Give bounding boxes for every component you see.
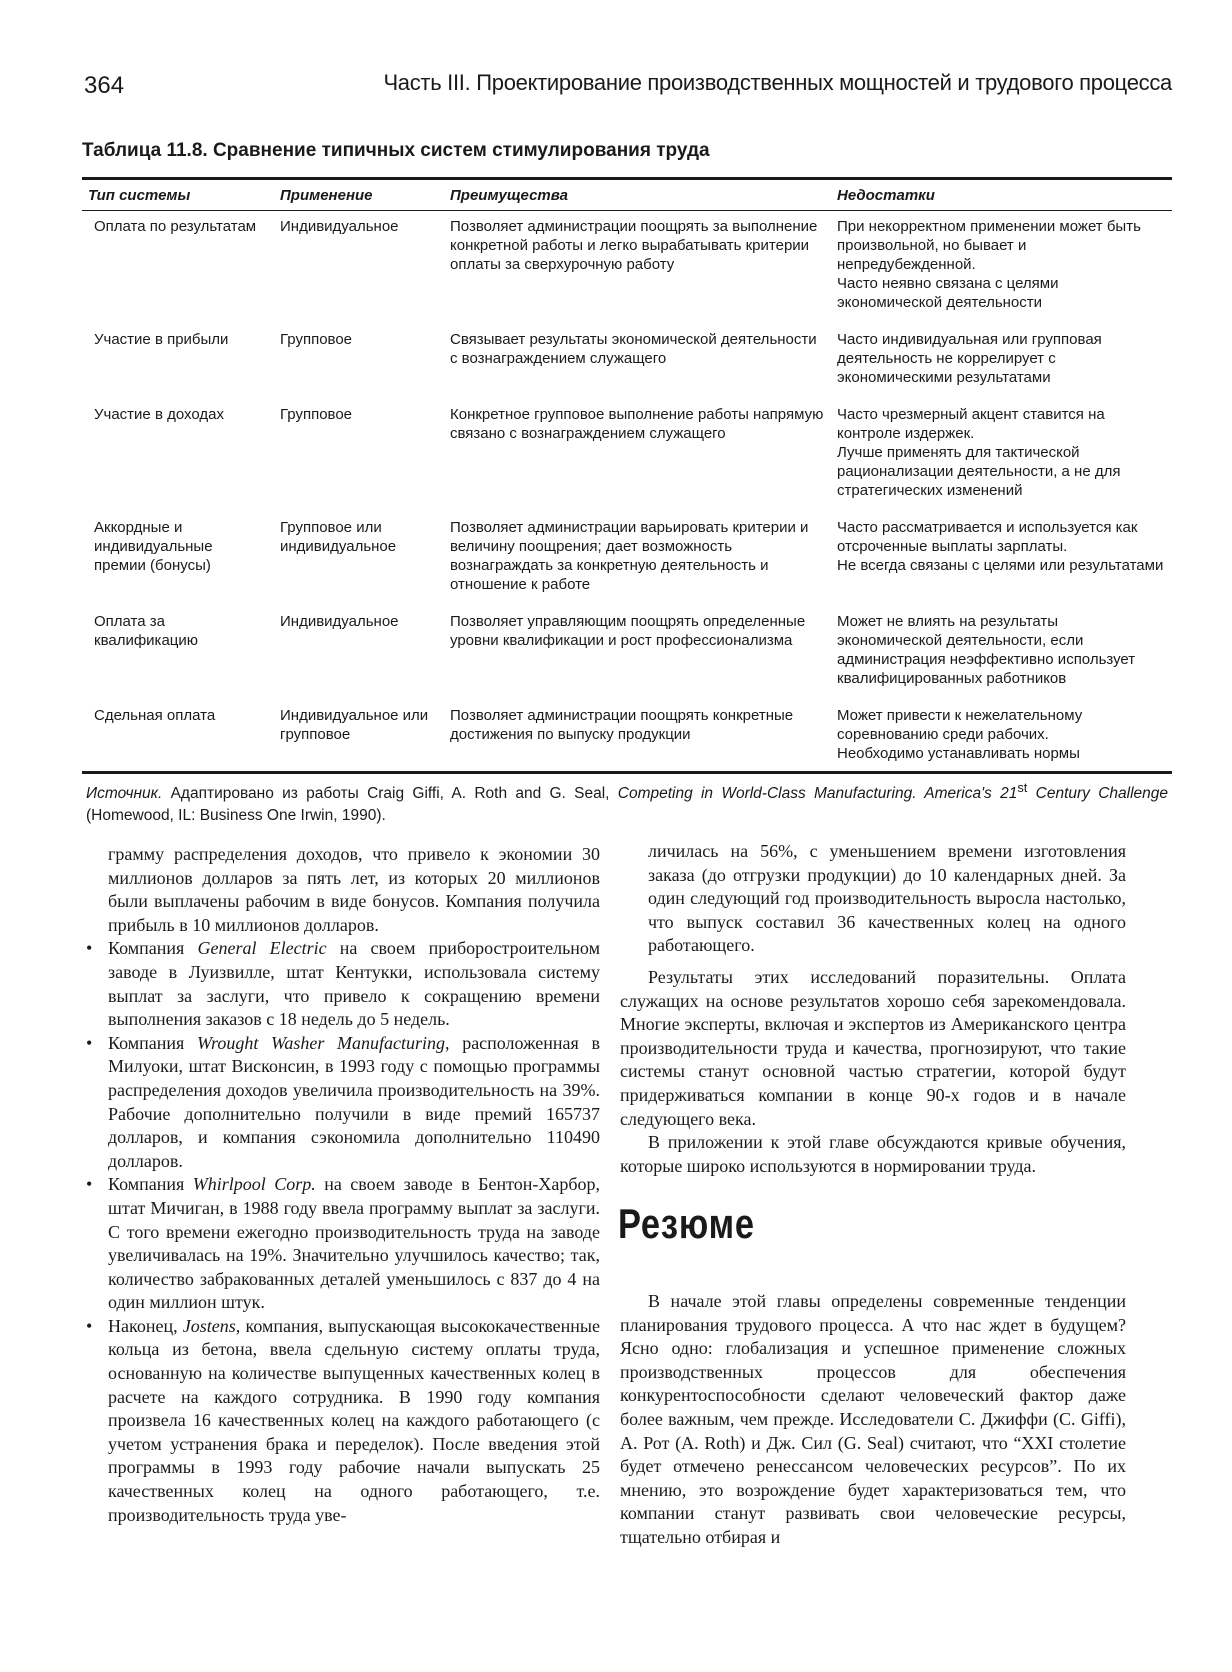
source-text: Адаптировано из работы Craig Giffi, A. Roth and G. Seal, <box>162 785 618 803</box>
cell-system-type: Оплата по результатам <box>94 218 257 235</box>
cell-application: Индивидуальное <box>280 218 399 235</box>
left-intro-paragraph: грамму распределения доходов, что привело к экономии 30 миллионов долларов за пять лет, из которых 20 миллионов были выплачены рабочим в виде бонусов. Компания получила прибыль в 10 миллионов долларов. <box>108 844 600 935</box>
cell-advantages: Позволяет управляющим поощрять определенные уровни квалификации и рост профессионализма <box>450 613 806 649</box>
table-caption: Таблица 11.8. Сравнение типичных систем стимулирования труда <box>82 140 710 161</box>
cell-system-type: Участие в прибыли <box>94 331 229 348</box>
cell-application: Групповое <box>280 406 353 423</box>
company-name: Jostens <box>182 1315 236 1336</box>
drawback-item: Необходимо устанавливать нормы <box>837 745 1080 762</box>
cell-drawbacks <box>831 399 1172 512</box>
cell-drawbacks <box>831 606 1172 700</box>
bullet-text: , компания, выпускающая высококачественные кольца из бетона, ввела сдельную систему оплаты труда, основанную на количестве выпущенных качественных колец в расчете на каждого сотрудника. В 1990 году компания произвела 16 качественных колец на каждого работающего (с учетом устранения брака и переделок). После введения этой программы в 1993 году рабочие начали выпускать 25 качественных колец на одного работающего, т.е. производительность труда уве- <box>108 1315 600 1525</box>
source-book-title-end: Century Challenge <box>1027 785 1168 803</box>
bullet-icon: • <box>86 1315 93 1336</box>
cell-advantages: Позволяет администрации поощрять конкретные достижения по выпуску продукции <box>444 700 831 773</box>
company-examples-list <box>80 937 600 1527</box>
table-row <box>82 211 1172 325</box>
bullet-lead: Компания <box>108 1032 197 1053</box>
drawback-item: Часто рассматривается и используется как отсроченные выплаты зарплаты. <box>837 519 1138 555</box>
source-publisher: (Homewood, IL: Business One Irwin, 1990). <box>86 807 386 825</box>
source-book-title: Competing in World-Class Manufacturing. America's 21 <box>617 785 1018 803</box>
source-label: Источник. <box>86 785 163 803</box>
column-header-advantages: Преимущества <box>444 179 831 211</box>
table-row <box>82 512 1172 606</box>
list-item <box>80 937 600 1031</box>
bullet-icon: • <box>86 1032 93 1053</box>
drawback-item: Часто индивидуальная или групповая деятельность не коррелирует с экономическими результатами <box>837 331 1102 386</box>
left-text-column <box>80 843 600 1527</box>
table-row <box>82 700 1172 773</box>
cell-system-type: Аккордные и индивидуальные премии (бонусы) <box>94 519 213 574</box>
column-header-drawbacks: Недостатки <box>831 179 1172 211</box>
table-row <box>82 399 1172 512</box>
table-source-note <box>86 777 1168 827</box>
cell-advantages: Позволяет администрации варьировать критерии и величину поощрения; дает возможность вознаграждать за конкретную деятельность и отношение к работе <box>450 519 809 593</box>
bullet-text: , расположенная в Милуоки, штат Висконсин, в 1993 году с помощью программы распределения доходов увеличила производительность на 39%. Рабочие дополнительно получили в виде премий 165737 долларов, и компания сэкономила дополнительно 110490 долларов. <box>108 1032 600 1171</box>
cell-drawbacks <box>831 211 1172 325</box>
bullet-lead: Компания <box>108 938 198 959</box>
right-text-column <box>620 840 1126 1178</box>
cell-system-type: Оплата за квалификацию <box>94 613 199 649</box>
bullet-text: на своем приборостроительном заводе в Луизвилле, штат Кентукки, использовала систему выплат за заслуги, что привело к сокращению времени выполнения заказов с 18 недель до 5 недель. <box>108 938 600 1030</box>
drawback-item: При некорректном применении может быть произвольной, но бывает и непредубежденной. <box>837 218 1141 273</box>
bullet-text: на своем заводе в Бентон-Харбор, штат Мичиган, в 1988 году ввела программу выплат за заслуги. С того времени ежегодно производительность труда на заводе увеличивалась на 19%. Значительно улучшилось качество; так, количество забракованных деталей уменьшилось с 837 до 4 на один миллион штук. <box>108 1174 601 1313</box>
table-row <box>82 324 1172 399</box>
bullet-lead: Наконец, <box>108 1315 183 1336</box>
running-header: Часть III. Проектирование производственных мощностей и трудового процесса <box>383 70 1172 95</box>
drawback-item: Может привести к нежелательному соревнованию среди рабочих. <box>837 707 1083 743</box>
cell-advantages: Конкретное групповое выполнение работы напрямую связано с вознаграждением служащего <box>450 406 824 442</box>
bullet-icon: • <box>86 938 93 959</box>
cell-drawbacks <box>831 512 1172 606</box>
column-header-application: Применение <box>274 179 444 211</box>
drawback-item: Часто неявно связана с целями экономической деятельности <box>837 275 1059 311</box>
summary-heading: Резюме <box>618 1200 755 1247</box>
page-number: 364 <box>84 72 125 99</box>
company-name: Whirlpool Corp. <box>192 1174 316 1195</box>
summary-paragraph: В начале этой главы определены современные тенденции планирования трудового процесса. А что нас ждет в будущем? Ясно одно: глобализация и успешное применение сложных производственных процессов для обеспечения конкурентоспособности сделают человеческий фактор даже более важным, чем прежде. Исследователи С. Джиффи (C. Giffi), А. Рот (A. Roth) и Дж. Сил (G. Seal) считают, что “XXI столетие будет отмечено ренессансом человеческих ресурсов”. По их мнению, это возрождение будет характеризоваться тем, что компании станут развивать свои человеческие ресурсы, тщательно отбирая и <box>620 1291 1126 1547</box>
cell-application: Групповое или индивидуальное <box>280 519 397 555</box>
cell-application: Групповое <box>280 331 353 348</box>
cell-system-type: Сдельная оплата <box>82 700 274 773</box>
column-header-type: Тип системы <box>82 179 274 211</box>
results-paragraph: Результаты этих исследований поразительны. Оплата служащих на основе результатов хорошо себя зарекомендовала. Многие эксперты, включая и экспертов из Американского центра производительности труда и качества, прогнозируют, что такие системы станут основной частью стратегии, которой будут придерживаться компании в конце 90-х годов и в начале следующего века. <box>620 966 1126 1129</box>
bullet-lead: Компания <box>108 1174 193 1195</box>
drawback-item: Может не влиять на результаты экономической деятельности, если администрация неэффективно использует квалифицированных работников <box>837 613 1136 687</box>
summary-text <box>620 1290 1126 1550</box>
drawback-item: Лучше применять для тактической рационализации деятельности, а не для стратегических изменений <box>837 444 1121 499</box>
incentive-systems-table <box>82 177 1172 774</box>
right-continuation-paragraph: личилась на 56%, с уменьшением времени изготовления заказа (до отгрузки продукции) до 10 календарных дней. За один следующий год производительность выросла настолько, что выпуск составил 36 качественных колец на одного работающего. <box>648 841 1126 956</box>
cell-drawbacks <box>831 700 1172 773</box>
list-item <box>80 1032 600 1174</box>
drawback-item: Часто чрезмерный акцент ставится на контроле издержек. <box>837 406 1105 442</box>
table-row <box>82 606 1172 700</box>
cell-application: Индивидуальное <box>280 613 399 630</box>
company-name: General Electric <box>197 938 327 959</box>
cell-advantages: Связывает результаты экономической деятельности с вознаграждением служащего <box>450 331 817 367</box>
list-item <box>80 1173 600 1315</box>
cell-system-type: Участие в доходах <box>94 406 224 423</box>
cell-application: Индивидуальное или групповое <box>274 700 444 773</box>
drawback-item: Не всегда связаны с целями или результатами <box>837 557 1164 574</box>
company-name: Wrought Washer Manufacturing <box>197 1032 446 1053</box>
cell-advantages: Позволяет администрации поощрять за выполнение конкретной работы и легко вырабатывать критерии оплаты за сверхурочную работу <box>450 218 818 273</box>
bullet-icon: • <box>86 1174 93 1195</box>
cell-drawbacks <box>831 324 1172 399</box>
source-superscript: st <box>1017 780 1028 795</box>
list-item <box>80 1315 600 1527</box>
appendix-paragraph: В приложении к этой главе обсуждаются кривые обучения, которые широко используются в нормировании труда. <box>620 1132 1126 1176</box>
